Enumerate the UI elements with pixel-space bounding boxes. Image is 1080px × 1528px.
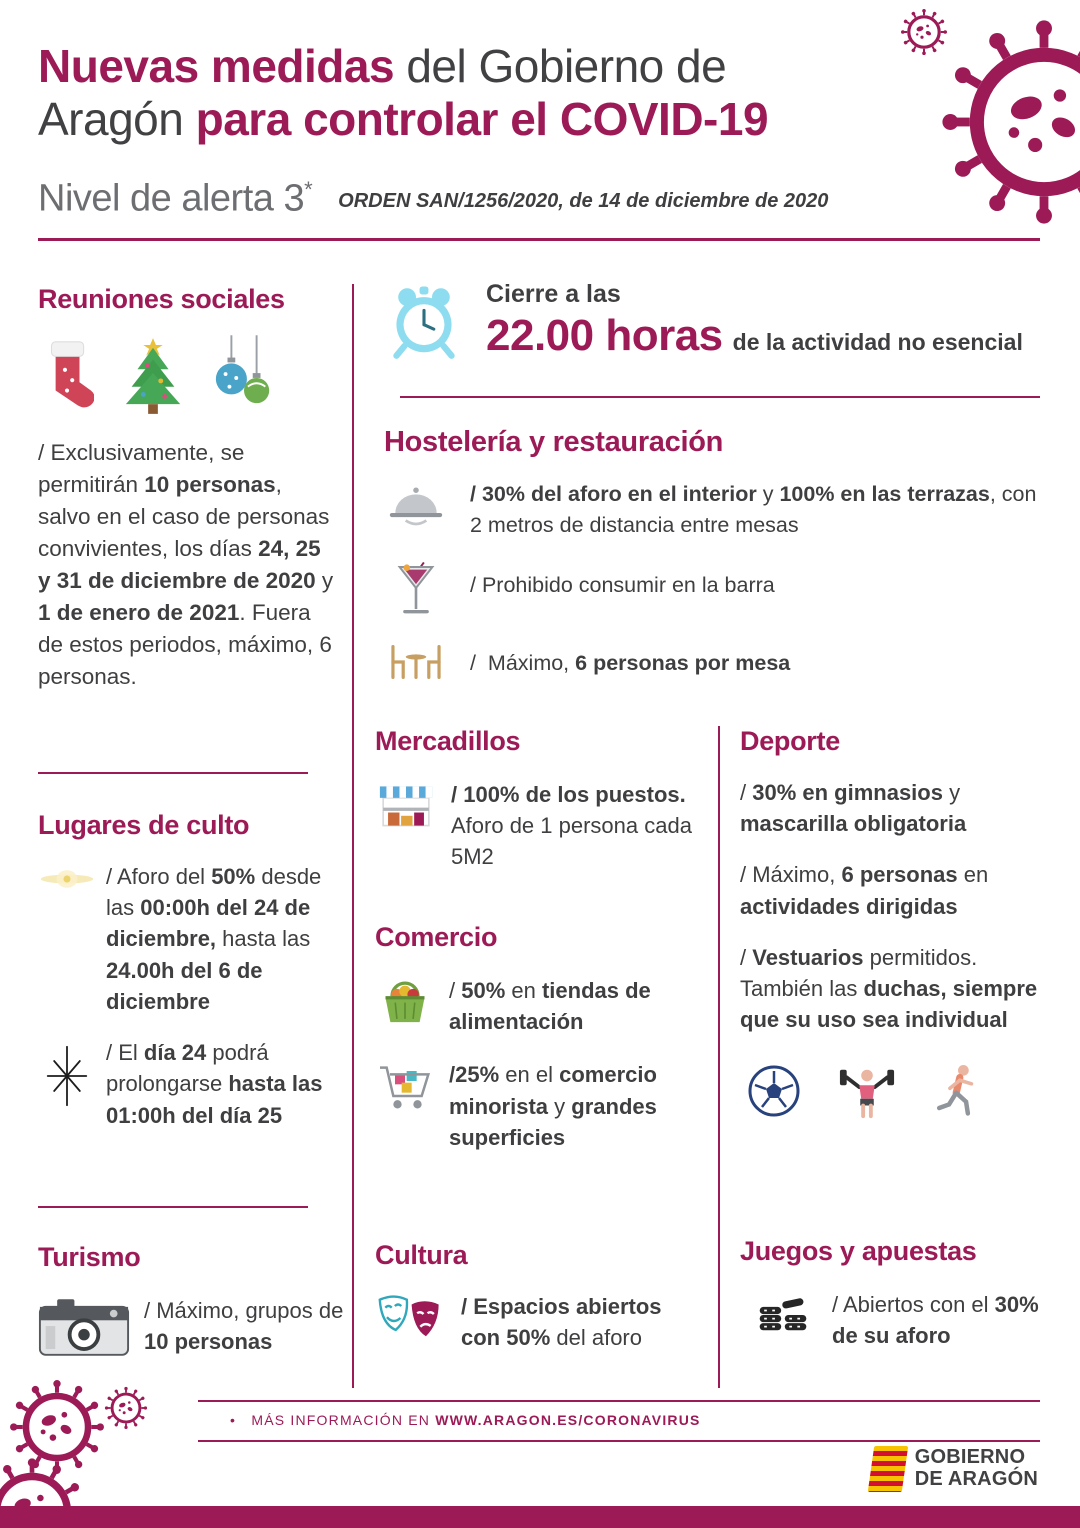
section-divider: [38, 772, 308, 774]
cocktail-icon: [384, 560, 448, 620]
theater-masks-icon: [375, 1291, 445, 1345]
gobierno-de-aragon-logo: [871, 1446, 1038, 1492]
comercio-item-2: [375, 1059, 697, 1153]
section-divider: [38, 1206, 308, 1208]
turismo-item: [38, 1295, 350, 1359]
alert-asterisk: *: [304, 176, 313, 202]
column-divider: [352, 284, 354, 1388]
hosteleria-item-1-text: / 30% del aforo en el interior y 100% en las terrazas, con 2 metros de distancia entre mesas: [470, 482, 1043, 537]
section-turismo: [38, 1242, 350, 1359]
column-divider: [718, 726, 720, 1388]
comercio-item-1: [375, 975, 697, 1037]
closure-divider: [400, 396, 1040, 398]
alert-level: [38, 177, 312, 221]
closure-banner: [384, 280, 1040, 364]
section-deporte: [740, 726, 1042, 1120]
alert-level-text: Nivel de alerta 3: [38, 177, 305, 220]
logo-line2: DE ARAGÓN: [914, 1468, 1038, 1490]
lugares-item-2: [38, 1037, 342, 1131]
section-cultura: [375, 1240, 705, 1353]
alert-row: [38, 177, 870, 221]
hosteleria-item-2: [384, 560, 1050, 620]
section-heading: Comercio: [375, 922, 498, 952]
hosteleria-item-3-text: / Máximo, 6 personas por mesa: [470, 651, 791, 676]
turismo-text: / Máximo, grupos de 10 personas: [144, 1298, 350, 1355]
soccer-ball-icon: [746, 1063, 802, 1119]
coronavirus-icon: [938, 16, 1080, 228]
sports-icons-row: [740, 1062, 1042, 1120]
section-lugares-de-culto: [38, 810, 342, 1131]
lugares-item-1-text: / Aforo del 50% desde las 00:00h del 24 de diciembre, hasta las 24.00h del 6 de diciembre: [106, 864, 328, 1014]
christmas-icons-row: [38, 335, 338, 419]
logo-text: [915, 1447, 1038, 1490]
hosteleria-item-2-text: / Prohibido consumir en la barra: [470, 573, 775, 598]
camera-icon: [38, 1295, 130, 1359]
deporte-item-1-text: / 30% en gimnasios y mascarilla obligatoria: [740, 780, 967, 837]
christmas-stocking-icon: [38, 335, 94, 415]
section-heading: Cultura: [375, 1240, 468, 1270]
section-heading: Turismo: [38, 1242, 141, 1272]
comercio-item-2-text: /25% en el comercio minorista y grandes superficies: [449, 1062, 664, 1150]
header-divider: [38, 238, 1040, 241]
header: [38, 40, 870, 220]
food-basket-icon: [375, 975, 435, 1027]
hosteleria-item-3: [384, 640, 1050, 684]
section-hosteleria: [384, 426, 1050, 684]
logo-line1: GOBIERNO: [914, 1446, 1026, 1469]
section-juegos-y-apuestas: [740, 1236, 1045, 1351]
reuniones-text: / Exclusivamente, se permitirán 10 personas, salvo en el caso de personas convivientes, los días 24, 25 y 31 de diciembre de 2020 y 1 de enero de 2021. Fuera de estos periodos, máximo, 6 personas.: [38, 440, 340, 689]
cultura-item: [375, 1291, 705, 1353]
cultura-text: / Espacios abiertos con 50% del aforo: [461, 1294, 668, 1351]
candle-glow-icon: [38, 861, 96, 897]
closure-time: 22.00 horas: [486, 311, 723, 360]
section-heading: Juegos y apuestas: [740, 1236, 977, 1266]
alarm-clock-icon: [384, 280, 464, 364]
mercadillos-text: / 100% de los puestos. Aforo de 1 persona cada 5M2: [451, 782, 699, 870]
aragon-flag-icon: [867, 1446, 907, 1492]
closure-rest: de la actividad no esencial: [732, 329, 1023, 355]
lugares-item-1: [38, 861, 342, 1017]
cloche-icon: [384, 479, 448, 529]
deporte-item-3-text: / Vestuarios permitidos. También las duchas, siempre que su uso sea individual: [740, 944, 1044, 1033]
section-heading: Mercadillos: [375, 726, 521, 756]
section-reuniones-sociales: [38, 284, 338, 693]
star-icon: [38, 1037, 96, 1115]
comercio-item-1-text: / 50% en tiendas de alimentación: [449, 978, 657, 1035]
section-heading: Lugares de culto: [38, 810, 250, 840]
hosteleria-item-1: [384, 479, 1050, 540]
market-stall-icon: [375, 779, 437, 833]
closure-line1: Cierre a las: [486, 280, 621, 308]
weightlifter-icon: [836, 1062, 898, 1120]
section-mercadillos: [375, 726, 697, 873]
shopping-cart-icon: [375, 1059, 435, 1113]
lugares-item-2-text: / El día 24 podrá prolongarse hasta las 01:00h del día 25: [106, 1040, 329, 1128]
order-reference: ORDEN SAN/1256/2020, de 14 de diciembre de 2020: [338, 190, 829, 213]
runner-icon: [932, 1062, 984, 1120]
coronavirus-icon: [104, 1386, 148, 1430]
juegos-text: / Abiertos con el 30% de su aforo: [832, 1292, 1045, 1349]
footer-bar: [0, 1506, 1080, 1528]
christmas-tree-icon: [120, 335, 186, 419]
section-heading: Deporte: [740, 726, 840, 756]
footer-info-text: • MÁS INFORMACIÓN EN WWW.ARAGON.ES/CORONAVIRUS: [230, 1412, 701, 1428]
closure-line2: [486, 311, 1023, 361]
juegos-item: [740, 1289, 1045, 1351]
deporte-item-2-text: / Máximo, 6 personas en actividades dirigidas: [740, 862, 995, 919]
poker-chips-icon: [754, 1289, 812, 1341]
section-comercio: [375, 922, 697, 1153]
ornaments-icon: [212, 335, 276, 417]
section-heading: Reuniones sociales: [38, 284, 285, 314]
section-heading: Hostelería y restauración: [384, 426, 724, 458]
mercadillos-item: [375, 779, 697, 873]
table-chairs-icon: [384, 640, 448, 684]
footer-info-bar: [198, 1400, 1040, 1442]
page-title: Nuevas medidas del Gobierno de Aragón para controlar el COVID-19: [38, 40, 769, 146]
closure-text: [486, 280, 1023, 361]
